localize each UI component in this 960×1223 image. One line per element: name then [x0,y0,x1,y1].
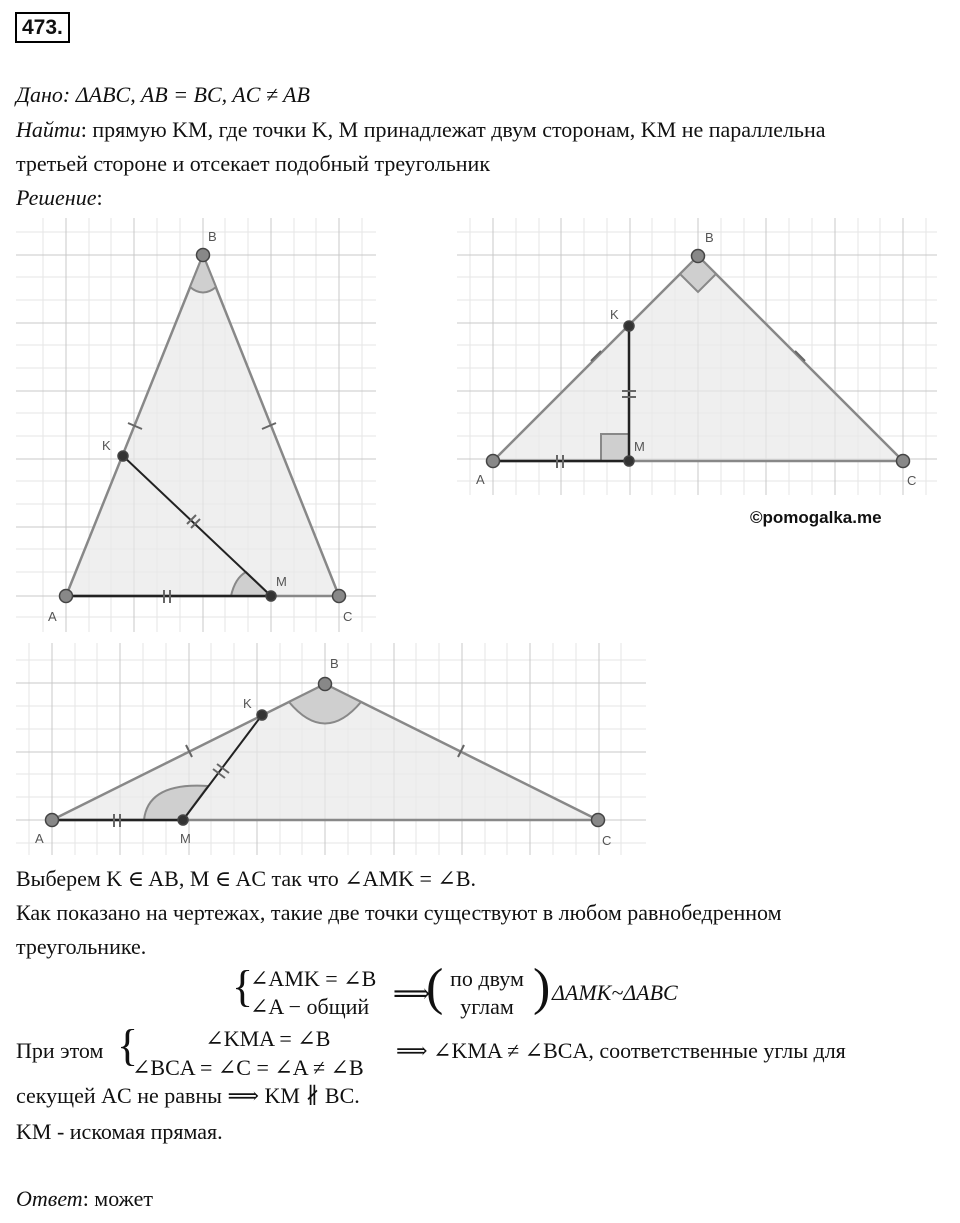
system1-reason-2: углам [460,994,514,1019]
figure-2-label-a: A [476,472,485,487]
figure-2-label-c: C [907,473,917,488]
paren-left: ( [426,959,444,1016]
find-line-1 [16,115,826,145]
system1-implies: ⟹ [393,979,431,1008]
system2-brace: { [117,1021,139,1070]
solution-label: Решение [16,185,97,210]
triangle-abc [66,255,339,596]
figure-2-label-b: B [705,230,714,245]
figure-2 [457,215,937,498]
figure-3 [16,641,646,856]
figure-1-label-m: M [276,574,287,589]
answer-label: Ответ [16,1186,83,1211]
figure-1-label-c: C [343,609,353,624]
find-label: Найти [16,117,81,142]
right-angle-m [601,434,629,461]
problem-number: 473. [15,12,70,43]
answer-text: : может [82,1186,153,1211]
system1-row2: ∠A − общий [250,994,370,1019]
figure-3-label-m: M [180,831,191,846]
figure-3-label-k: K [243,696,252,711]
system1-rows [250,965,376,1021]
system2-prefix: При этом [16,1038,104,1063]
system1-brace: { [232,962,254,1011]
system2-conclusion: ⟹ ∠KMA ≠ ∠BCA, соответственные углы для [396,1038,846,1063]
figure-1 [16,215,378,635]
find-line-2: третьей стороне и отсекает подобный треугольник [16,151,491,176]
text-choose: Выберем K ∈ AB, M ∈ AC так что ∠AMK = ∠B. [16,866,477,891]
text-secant: секущей AC не равны ⟹ KM ∦ BC. [16,1083,360,1108]
figure-3-label-a: A [35,831,44,846]
watermark: ©pomogalka.me [750,508,882,527]
system1-reason-1: по двум [450,966,524,991]
given-text: : ΔABC, AB = BC, AC ≠ AB [62,82,310,107]
figure-1-label-k: K [102,438,111,453]
figure-2-label-m: M [634,439,645,454]
system1-result: ΔAMK~ΔABC [552,980,678,1005]
system2-row1: ∠KMA = ∠B [205,1026,331,1051]
text-shown-1: Как показано на чертежах, такие две точки существуют в любом равнобедренном [16,900,782,925]
given-line [16,80,310,110]
figure-1-label-b: B [208,229,217,244]
figure-2-label-k: K [610,307,619,322]
text-shown-2: треугольнике. [16,934,147,959]
given-label: Дано [16,82,63,107]
answer-line [16,1184,153,1214]
solution-colon: : [96,185,103,210]
system1-row1: ∠AMK = ∠B [250,966,377,991]
paren-right: ) [533,959,551,1016]
find-text-1: : прямую KM, где точки K, M принадлежат двум сторонам, KM не параллельна [80,117,826,142]
system1-reason [441,965,533,1021]
solution-heading [16,183,103,213]
system2-row2: ∠BCA = ∠C = ∠A ≠ ∠B [132,1055,364,1080]
figure-3-label-c: C [602,833,612,848]
figure-3-label-b: B [330,656,339,671]
figure-1-label-a: A [48,609,57,624]
text-line: KM - искомая прямая. [16,1119,223,1144]
system2-rows [132,1024,364,1082]
